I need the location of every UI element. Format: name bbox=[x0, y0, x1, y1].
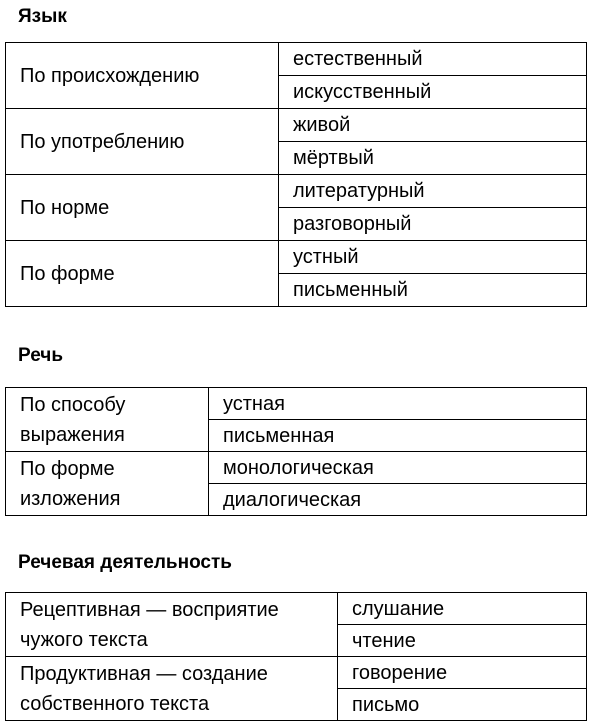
table-row bbox=[6, 109, 587, 142]
table-row bbox=[6, 593, 587, 625]
category-cell: По происхождению bbox=[6, 43, 279, 109]
item-cell: устная bbox=[209, 388, 587, 420]
item-cell: монологическая bbox=[209, 452, 587, 484]
item-cell: естественный bbox=[279, 43, 587, 76]
table-row bbox=[6, 43, 587, 76]
speech-activity-table bbox=[5, 592, 587, 721]
language-classification-table bbox=[5, 42, 587, 307]
table-row bbox=[6, 241, 587, 274]
table-row bbox=[6, 175, 587, 208]
item-cell: письменная bbox=[209, 420, 587, 452]
item-cell: чтение bbox=[338, 625, 587, 657]
category-cell: По употреблению bbox=[6, 109, 279, 175]
speech-classification-table bbox=[5, 387, 587, 516]
item-cell: говорение bbox=[338, 657, 587, 689]
category-cell: Продуктивная — создание собственного текста bbox=[6, 657, 338, 721]
category-cell: По форме bbox=[6, 241, 279, 307]
table-row bbox=[6, 657, 587, 689]
category-cell: По способу выражения bbox=[6, 388, 209, 452]
section-title-speech: Речь bbox=[18, 345, 64, 366]
section-title-language: Язык bbox=[18, 6, 67, 27]
category-cell: Рецептивная — восприятие чужого текста bbox=[6, 593, 338, 657]
item-cell: литературный bbox=[279, 175, 587, 208]
item-cell: разговорный bbox=[279, 208, 587, 241]
item-cell: письменный bbox=[279, 274, 587, 307]
item-cell: слушание bbox=[338, 593, 587, 625]
item-cell: живой bbox=[279, 109, 587, 142]
item-cell: устный bbox=[279, 241, 587, 274]
section-title-speech-activity: Речевая деятельность bbox=[18, 552, 232, 573]
table-row bbox=[6, 452, 587, 484]
item-cell: искусственный bbox=[279, 76, 587, 109]
item-cell: мёртвый bbox=[279, 142, 587, 175]
table-row bbox=[6, 388, 587, 420]
category-cell: По форме изложения bbox=[6, 452, 209, 516]
category-cell: По норме bbox=[6, 175, 279, 241]
item-cell: диалогическая bbox=[209, 484, 587, 516]
item-cell: письмо bbox=[338, 689, 587, 721]
